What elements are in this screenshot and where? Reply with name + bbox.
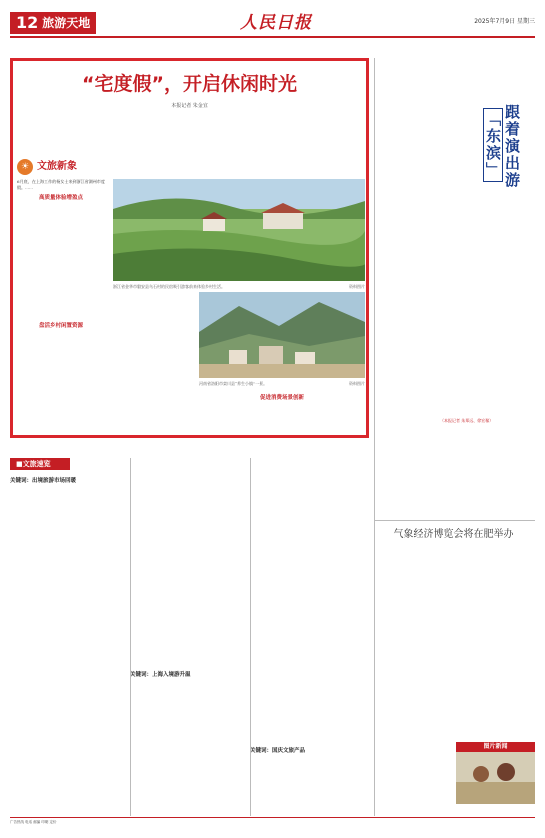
feature-article <box>10 58 369 438</box>
feature-subhead-1: 高质量体验增盈点 <box>38 195 83 202</box>
feature-photo-town <box>199 292 365 378</box>
right-article-text <box>380 58 490 338</box>
column-logo <box>17 157 105 177</box>
section-name: 旅游天地 <box>42 16 91 30</box>
page-footer: 广告热线 电话 邮编 印刷 定价 <box>10 817 535 835</box>
expo-article-text <box>380 548 535 728</box>
feature-column-1 <box>17 179 105 435</box>
masthead-logo: 人民日报 <box>240 13 312 33</box>
photo-news-label: 图片新闻 <box>456 742 535 752</box>
column-divider <box>250 458 251 816</box>
page-number: 12 <box>16 13 39 32</box>
photo-village-caption: 浙江省金华市磐安县乌石村的民宿吸引游客前来体验乡村生活。 <box>113 284 225 289</box>
brief-title-2: 关键词：上海入境游升温 <box>130 672 191 678</box>
photo-town-caption: 河南省洛阳市栾川县“养生小镇”一景。 <box>199 381 268 386</box>
column-divider <box>130 458 131 816</box>
feature-subhead-3: 促进消费场景创新 <box>259 395 304 401</box>
photo-news-image <box>456 752 535 804</box>
header-rule <box>10 36 535 38</box>
feature-lead: 6月底，在上海工作的杨女士来到浙江省湖州市度假。…… <box>17 179 105 191</box>
sun-icon: ☀ <box>17 159 33 175</box>
feature-subhead-2: 盘活乡村闲置资源 <box>38 323 83 330</box>
brief-title-1: 关键词：出境旅游市场回暖 <box>10 478 77 484</box>
photo-village-credit: 资料图片 <box>349 284 365 289</box>
column-logo-text: 文旅新象 <box>37 161 77 172</box>
news-briefs <box>10 458 369 816</box>
expo-headline: 气象经济博览会将在肥举办 <box>393 529 514 540</box>
feature-photo-village <box>113 179 365 281</box>
feature-byline: 本报记者 朱金宜 <box>171 103 208 109</box>
feature-column-2 <box>113 292 195 435</box>
sidebar-title <box>484 104 521 244</box>
sidebar-title-sub: 「东滨」 <box>483 108 503 182</box>
column-divider <box>374 58 375 816</box>
brief-title-3: 关键词：国庆文旅产品 <box>250 748 306 754</box>
sidebar-title-main: 跟着演出游 <box>503 104 521 189</box>
sidebar-credit: （本报记者 朱郑远、徐宏稼） <box>440 418 494 423</box>
feature-headline: “宅度假”，开启休闲时光 <box>82 73 297 95</box>
feature-column-3 <box>199 391 365 435</box>
photo-town-credit: 资料图片 <box>349 381 365 386</box>
briefs-section-label: ■文旅速览 <box>10 458 70 470</box>
page-header <box>10 12 535 42</box>
issue-date: 2025年7月9日 星期三 <box>474 18 535 25</box>
section-badge <box>10 12 96 34</box>
section-divider <box>374 520 535 521</box>
